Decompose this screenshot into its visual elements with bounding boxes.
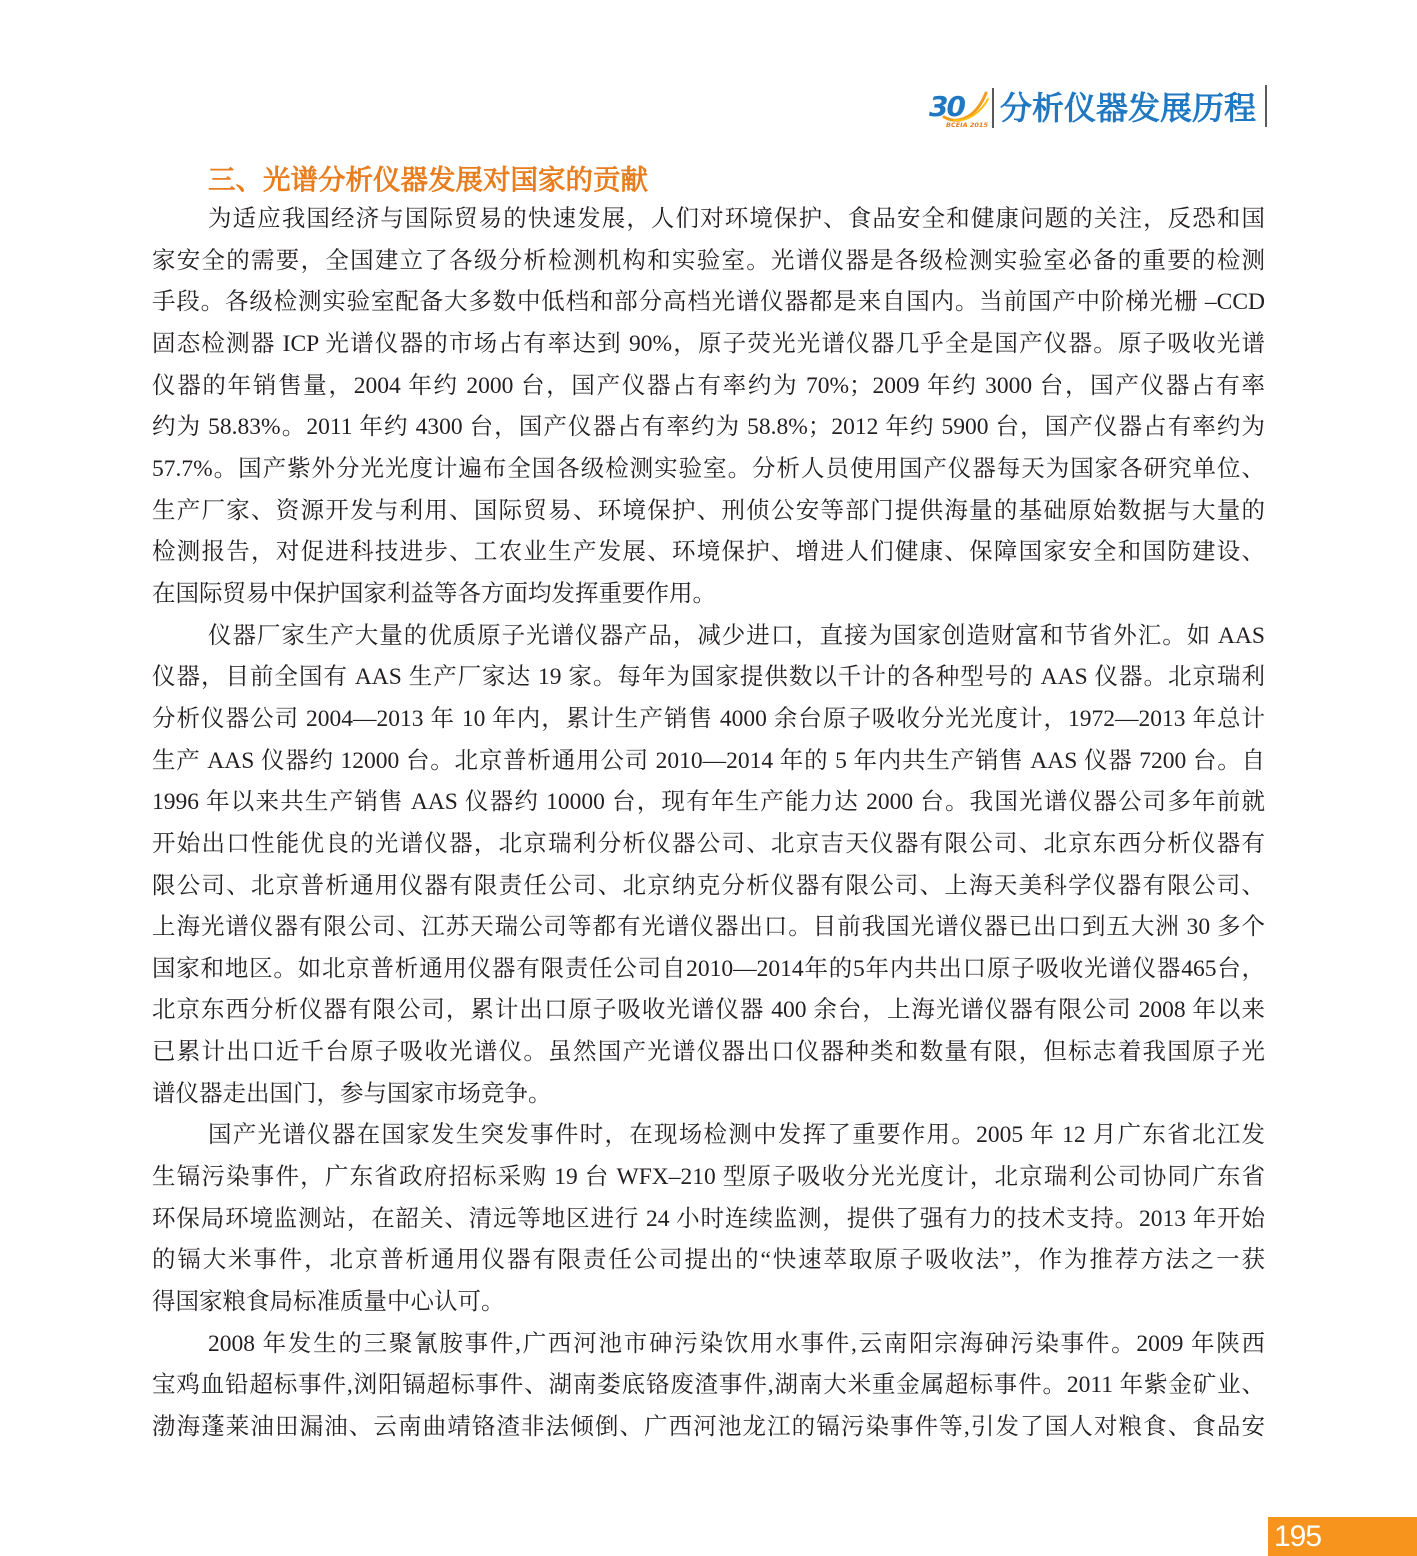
text-line: 57.7%。国产紫外分光光度计遍布全国各级检测实验室。分析人员使用国产仪器每天为国家各研究单位、	[152, 455, 1265, 482]
header-divider-left	[992, 88, 994, 128]
text-line: 宝鸡血铅超标事件,浏阳镉超标事件、湖南娄底铬废渣事件,湖南大米重金属超标事件。2011 年紫金矿业、	[152, 1372, 1265, 1399]
paragraph-3	[152, 1115, 1265, 1323]
page-number: 195	[1274, 1520, 1322, 1553]
text-line: 家安全的需要，全国建立了各级分析检测机构和实验室。光谱仪器是各级检测实验室必备的重要的检测	[152, 247, 1265, 274]
text-line: 得国家粮食局标准质量中心认可。	[152, 1289, 505, 1316]
text-line: 生产 AAS 仪器约 12000 台。北京普析通用公司 2010—2014 年的 5 年内共生产销售 AAS 仪器 7200 台。自	[152, 747, 1265, 774]
text-line: 生产厂家、资源开发与利用、国际贸易、环境保护、刑侦公安等部门提供海量的基础原始数据与大量的	[152, 497, 1265, 524]
text-line: 渤海蓬莱油田漏油、云南曲靖铬渣非法倾倒、广西河池龙江的镉污染事件等,引发了国人对粮食、食品安	[152, 1414, 1265, 1441]
text-line: 仪器的年销售量，2004 年约 2000 台，国产仪器占有率约为 70%；2009 年约 3000 台，国产仪器占有率	[152, 372, 1265, 399]
book-title: 分析仪器发展历程	[1000, 89, 1257, 127]
text-line: 仪器，目前全国有 AAS 生产厂家达 19 家。每年为国家提供数以千计的各种型号的 AAS 仪器。北京瑞利	[152, 664, 1265, 691]
text-line: 手段。各级检测实验室配备大多数中低档和部分高档光谱仪器都是来自国内。当前国产中阶梯光栅 –CCD	[152, 289, 1265, 316]
text-line: 约为 58.83%。2011 年约 4300 台，国产仪器占有率约为 58.8%；2012 年约 5900 台，国产仪器占有率约为	[152, 414, 1265, 441]
text-line: 开始出口性能优良的光谱仪器，北京瑞利分析仪器公司、北京吉天仪器有限公司、北京东西分析仪器有	[152, 830, 1265, 857]
text-line: 的镉大米事件，北京普析通用仪器有限责任公司提出的“快速萃取原子吸收法”，作为推荐方法之一获	[152, 1247, 1265, 1274]
body-text	[152, 199, 1265, 1449]
text-line: 谱仪器走出国门，参与国家市场竞争。	[152, 1080, 552, 1107]
text-line: 生镉污染事件，广东省政府招标采购 19 台 WFX–210 型原子吸收分光光度计，北京瑞利公司协同广东省	[152, 1164, 1265, 1191]
paragraph-4	[152, 1324, 1265, 1449]
text-line: 限公司、北京普析通用仪器有限责任公司、北京纳克分析仪器有限公司、上海天美科学仪器有限公司、	[152, 872, 1265, 899]
text-line: 固态检测器 ICP 光谱仪器的市场占有率达到 90%，原子荧光光谱仪器几乎全是国产仪器。原子吸收光谱	[152, 330, 1265, 357]
text-line: 分析仪器公司 2004—2013 年 10 年内，累计生产销售 4000 余台原子吸收分光光度计，1972—2013 年总计	[152, 705, 1265, 732]
logo-number: 30	[929, 90, 964, 123]
header-divider-right	[1265, 85, 1267, 127]
text-line: 1996 年以来共生产销售 AAS 仪器约 10000 台，现有年生产能力达 2000 台。我国光谱仪器公司多年前就	[152, 789, 1265, 816]
paragraph-2	[152, 616, 1265, 1116]
text-line: 为适应我国经济与国际贸易的快速发展，人们对环境保护、食品安全和健康问题的关注，反恐和国	[208, 206, 1265, 232]
bceia-30th-logo	[926, 84, 990, 130]
page-number-tab	[1268, 1517, 1417, 1556]
text-line: 已累计出口近千台原子吸收光谱仪。虽然国产光谱仪器出口仪器种类和数量有限，但标志着我国原子光	[152, 1039, 1265, 1066]
paragraph-1	[152, 199, 1265, 616]
section-title: 三、光谱分析仪器发展对国家的贡献	[208, 164, 648, 196]
text-line: 上海光谱仪器有限公司、江苏天瑞公司等都有光谱仪器出口。目前我国光谱仪器已出口到五大洲 30 多个	[152, 914, 1265, 941]
text-line: 环保局环境监测站，在韶关、清远等地区进行 24 小时连续监测，提供了强有力的技术支持。2013 年开始	[152, 1205, 1265, 1232]
logo-caption: BCEIA 2015	[946, 121, 988, 129]
text-line: 检测报告，对促进科技进步、工农业生产发展、环境保护、增进人们健康、保障国家安全和国防建设、	[152, 539, 1265, 566]
text-line: 在国际贸易中保护国家利益等各方面均发挥重要作用。	[152, 580, 716, 607]
text-line: 北京东西分析仪器有限公司，累计出口原子吸收光谱仪器 400 余台，上海光谱仪器有限公司 2008 年以来	[152, 997, 1265, 1024]
text-line: 2008 年发生的三聚氰胺事件,广西河池市砷污染饮用水事件,云南阳宗海砷污染事件。2009 年陕西	[208, 1330, 1265, 1357]
text-line: 仪器厂家生产大量的优质原子光谱仪器产品，减少进口，直接为国家创造财富和节省外汇。如 AAS	[208, 622, 1265, 649]
text-line: 国产光谱仪器在国家发生突发事件时，在现场检测中发挥了重要作用。2005 年 12 月广东省北江发	[208, 1122, 1265, 1149]
text-line: 国家和地区。如北京普析通用仪器有限责任公司自2010—2014年的5年内共出口原子吸收光谱仪器465台，	[152, 955, 1265, 982]
